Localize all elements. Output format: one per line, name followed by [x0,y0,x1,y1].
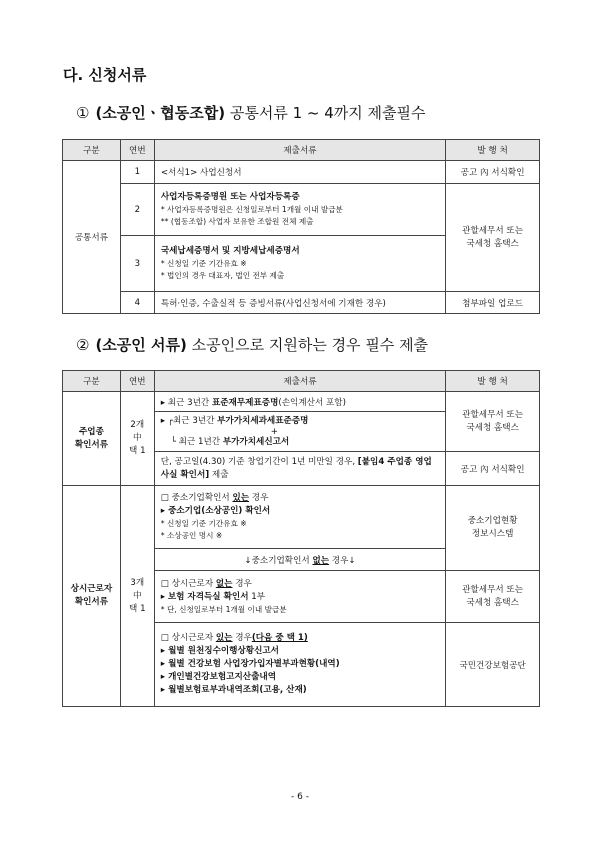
table-row [63,486,540,549]
block-title-ul: 있는 [215,633,233,643]
header-no: 연번 [120,371,154,392]
doc-note: * 단, 신청일로부터 1개월 이내 발급분 [160,604,287,614]
doc-note: * 신청일 기준 기간유효 ※ [160,519,247,528]
row-issuer [446,184,540,292]
choice-count [120,486,154,707]
issuer-line: 관할세무서 또는 [462,225,523,236]
doc-item: ▸ 월별 원천징수이행상황신고서 [160,646,279,656]
row-issuer [446,571,540,623]
doc-bold: 표준재무제표증명 [211,397,279,408]
table-header-row [63,371,540,392]
doc-item: ▸ 월별 건강보험 사업장가입자별부과현황(내역) [160,659,340,669]
row-doc: <서식1> 사업신청서 [154,161,445,184]
category-line: 확인서류 [74,439,109,450]
section2-title-bold: (소공인 서류) [95,336,187,354]
divider-text: ↓중소기업확인서 [244,555,313,566]
choice-line: 택 1 [129,603,146,614]
doc-title: 사업자등록증명원 또는 사업자등록증 [160,192,300,202]
doc-bold: [붙임4 주업종 영업 사실 확인서] [160,456,432,480]
header-category: 구분 [63,371,121,392]
row-doc [154,236,445,292]
row-issuer: 첨부파일 업로드 [446,292,540,314]
block-title: 경우 [249,493,269,503]
doc-note: * 사업자등록증명원은 신청일로부터 1개월 이내 발급분 [160,205,343,214]
choice-count [120,392,154,486]
doc-item: ▸ 중소기업(소상공인) 확인서 [160,506,271,516]
row-issuer [446,486,540,571]
table-row [63,184,540,236]
category-cell: 공통서류 [63,161,121,314]
table-row [63,392,540,412]
doc-bold: 부가가치세과세표준증명 [217,415,309,426]
table-small-business-docs [62,370,540,707]
issuer-line: 중소기업현황 [467,516,518,526]
section2-desc: 소공인으로 지원하는 경우 필수 제출 [191,336,429,354]
row-issuer [446,392,540,452]
doc-prefix: 단, 공고일(4.30) 기준 창업기간이 1년 미만일 경우, [160,456,358,467]
block-title: □ 상시근로자 [160,633,216,643]
row-no: 4 [120,292,154,314]
page-number: - 6 - [291,792,309,802]
doc-prefix: ▸ [160,591,168,602]
divider-text: 경우↓ [329,555,356,566]
header-category: 구분 [63,140,121,161]
doc-note: * 신청일 기준 기간유효 ※ [160,259,247,268]
row-issuer: 공고 內 서식확인 [446,452,540,486]
block-title: □ 중소기업확인서 [160,493,233,503]
table-header-row [63,140,540,161]
doc-item: ▸ 개인별건강보험고지산출내역 [160,672,276,682]
doc-no-employees [154,571,445,623]
row-issuer: 국민건강보험공단 [446,623,540,707]
issuer-line: 관할세무서 또는 [462,409,524,420]
section1-title-bold: (소공인ㆍ협동조합) [95,104,226,122]
table-common-docs [62,139,540,314]
choice-line: 中 [133,590,142,601]
category-line: 주업종 [78,426,104,437]
table-row [63,161,540,184]
doc-suffix: 제출 [209,469,229,480]
row-no: 2 [120,184,154,236]
row-doc [154,184,445,236]
divider-no-sme [154,549,445,571]
block-title: 경우 [232,633,252,643]
row-no: 3 [120,236,154,292]
block-title-ul: 있는 [232,493,250,503]
doc-note: ** (협동조합) 사업자 보유한 조합원 전체 제출 [160,217,314,226]
divider-ul: 없는 [312,555,330,566]
row-no: 1 [120,161,154,184]
category-line: 확인서류 [74,597,109,607]
doc-item: ▸ 월별보험료부과내역조회(고용, 산재) [160,685,307,695]
doc-financial-statement [154,392,445,412]
header-issuer: 발 행 처 [446,371,540,392]
block-title: 경우 [232,578,252,589]
issuer-line: 관할세무서 또는 [462,584,524,595]
category-line: 상시근로자 [70,584,113,594]
doc-note: * 법인의 경우 대표자, 법인 전부 제출 [160,271,285,280]
doc-bold: 부가가치세신고서 [222,436,290,447]
issuer-line: 정보시스템 [471,529,514,539]
issuer-line: 국세청 홈택스 [466,597,519,608]
section1-title [76,102,426,123]
issuer-line: 국세청 홈택스 [466,422,519,433]
doc-vat [154,412,445,452]
doc-sme-certificate [154,486,445,549]
doc-prefix: ▸ ┌최근 3년간 [160,415,218,426]
header-issuer: 발 행 처 [446,140,540,161]
doc-title: 국세납세증명서 및 지방세납세증명서 [160,246,300,256]
block-title: □ 상시근로자 [160,578,216,589]
choice-line: 택 1 [129,446,146,456]
section1-desc: 공통서류 1 ~ 4까지 제출필수 [229,104,426,122]
doc-note: * 소상공인 명시 ※ [160,531,223,540]
section-heading: 다. 신청서류 [63,66,147,84]
table-row [63,292,540,314]
header-doc: 제출서류 [154,371,445,392]
doc-prefix: └ 최근 1년간 [170,436,223,447]
doc-with-employees [154,623,445,707]
doc-suffix: (손익계산서 포함) [278,397,346,408]
row-issuer: 공고 內 서식확인 [446,161,540,184]
section2-number: ② [76,336,90,354]
plus-sign: + [270,426,278,437]
choice-line: 中 [133,433,142,443]
header-doc: 제출서류 [154,140,445,161]
doc-prefix: ▸ 최근 3년간 [160,397,212,408]
issuer-line: 국세청 홈택스 [466,238,519,249]
doc-bold: 보험 자격득실 확인서 [167,591,249,602]
section2-title [76,334,428,355]
category-main-business [63,392,121,486]
row-doc: 특허·인증, 수출실적 등 증빙서류(사업신청서에 기재한 경우) [154,292,445,314]
choice-line: 3개 [130,577,145,588]
choice-line: 2개 [130,420,145,430]
block-title-ul: 없는 [215,578,233,589]
doc-suffix: 1부 [248,591,266,602]
category-employees [63,486,121,707]
block-title-ul: (다음 중 택 1) [251,633,308,643]
header-no: 연번 [120,140,154,161]
section1-number: ① [76,104,90,122]
doc-business-fact [154,452,445,486]
